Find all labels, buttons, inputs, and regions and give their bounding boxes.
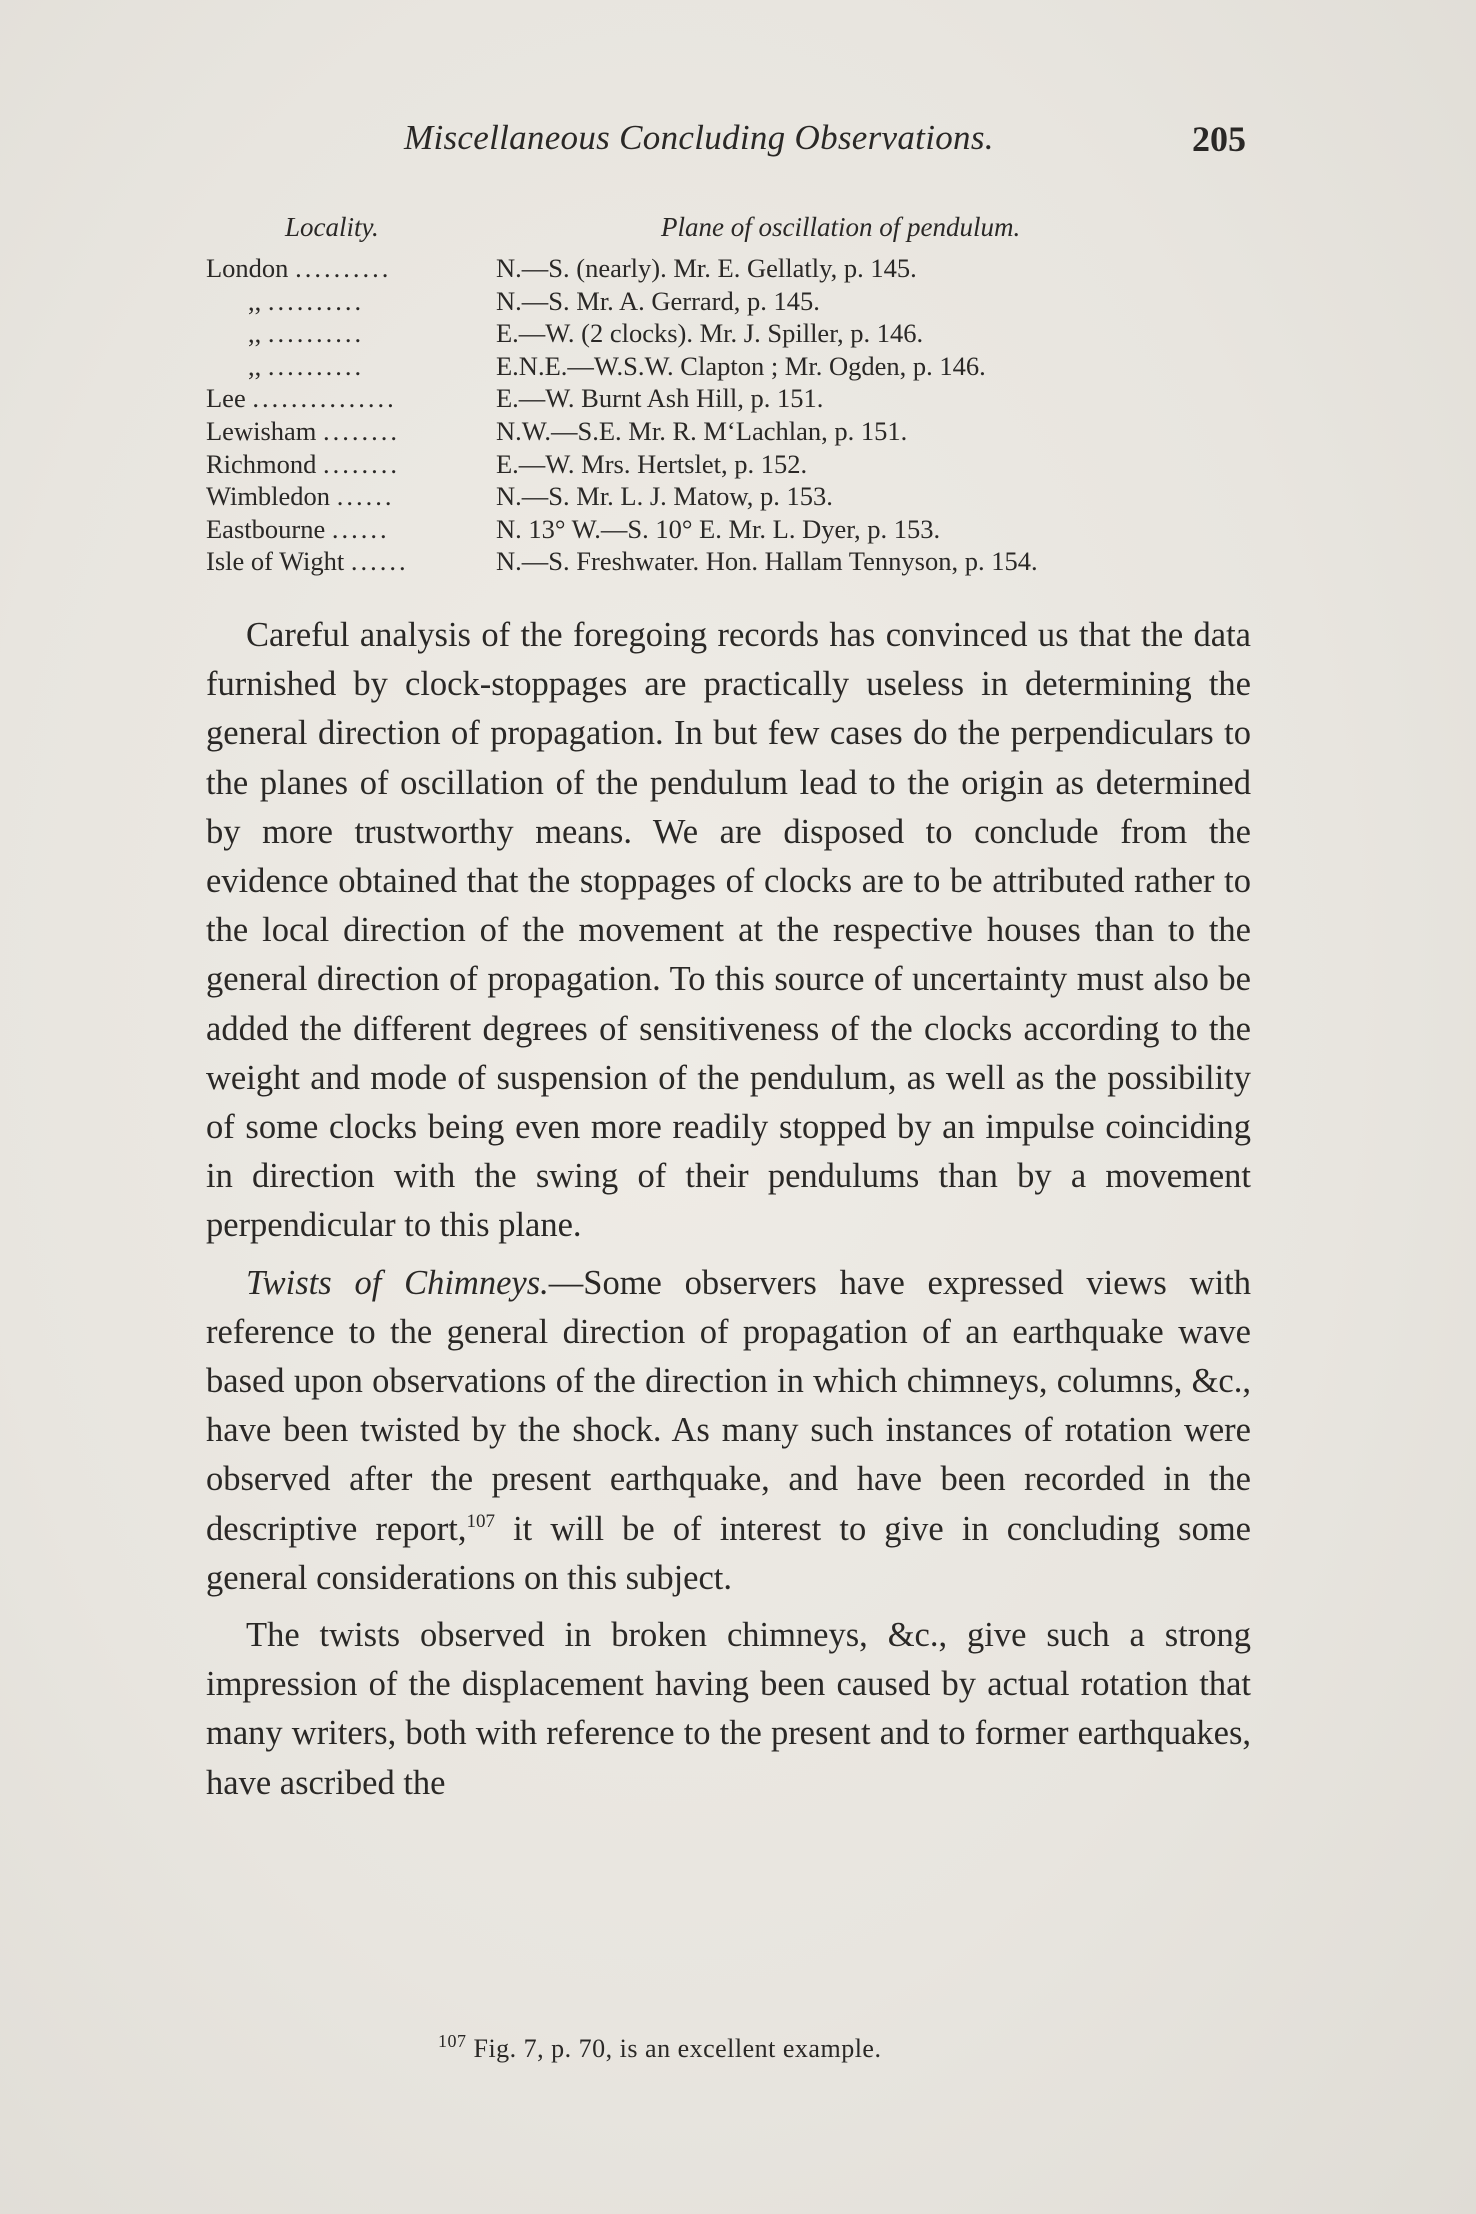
locality-cell	[206, 382, 496, 414]
plane-cell: E.—W. (2 clocks). Mr. J. Spiller, p. 146.	[496, 318, 924, 349]
plane-cell: N. 13° W.—S. 10° E. Mr. L. Dyer, p. 153.	[496, 513, 941, 544]
leader-dots: ......	[350, 546, 409, 577]
locality-cell	[206, 285, 496, 317]
footnote	[438, 2031, 882, 2064]
plane-cell: N.—S. (nearly). Mr. E. Gellatly, p. 145.	[496, 253, 917, 283]
pendulum-table	[206, 212, 1256, 578]
locality-cell	[206, 252, 496, 284]
leader-dots: ..........	[267, 285, 365, 316]
plane-cell: E.—W. Mrs. Hertslet, p. 152.	[496, 448, 808, 479]
locality-name: ,,	[248, 318, 262, 349]
table-row	[206, 448, 1256, 481]
locality-cell	[206, 545, 496, 577]
table-row	[206, 317, 1256, 350]
locality-cell	[206, 448, 496, 480]
body-text	[206, 611, 1251, 1816]
footnote-reference: 107	[466, 1510, 495, 1532]
column-header-plane: Plane of oscillation of pendulum.	[661, 212, 1021, 242]
locality-cell	[206, 317, 496, 349]
locality-name: ,,	[248, 285, 262, 316]
plane-cell: N.—S. Freshwater. Hon. Hallam Tennyson, p. 154.	[496, 546, 1038, 577]
leader-dots: ...............	[252, 383, 397, 414]
locality-name: Eastbourne	[206, 513, 326, 544]
leader-dots: ..........	[267, 318, 365, 349]
table-row	[206, 350, 1256, 383]
leader-dots: ..........	[267, 350, 365, 381]
footnote-text: Fig. 7, p. 70, is an excellent example.	[466, 2034, 882, 2063]
locality-name: Richmond	[206, 448, 317, 479]
run-in-heading: Twists of Chimneys.	[246, 1263, 549, 1302]
page-number: 205	[1192, 119, 1246, 159]
table-row	[206, 382, 1256, 415]
table-row	[206, 415, 1256, 448]
leader-dots: ..........	[295, 253, 392, 283]
plane-cell: N.W.—S.E. Mr. R. M‘Lachlan, p. 151.	[496, 415, 908, 446]
leader-dots: ......	[331, 513, 390, 544]
paragraph-text: —Some observers have expressed views with reference to the general direction of propagation of an earthquake wave based upon observations of the direction in which chimneys, columns, &c., have been twisted by the shock. As many such instances of rotation were observed after the present earthquake, and have been recorded in the descriptive report,	[206, 1263, 1251, 1548]
locality-cell	[206, 513, 496, 545]
table-header-row	[206, 212, 1256, 252]
paragraph-twists-observed: The twists observed in broken chimneys, &c., give such a strong impression of the displacement having been caused by actual rotation that many writers, both with reference to the present and to former earthquakes, have ascribed the	[206, 1616, 1251, 1802]
locality-cell	[206, 415, 496, 447]
table-row	[206, 513, 1256, 546]
leader-dots: ......	[336, 481, 395, 512]
column-header-locality: Locality.	[285, 212, 379, 242]
table-row	[206, 545, 1256, 578]
locality-name: Isle of Wight	[206, 546, 345, 577]
locality-name: Lewisham	[206, 415, 317, 446]
locality-name: Lee	[206, 383, 246, 414]
locality-name: Wimbledon	[206, 481, 331, 512]
paragraph-clock-stoppages: Careful analysis of the foregoing records has convinced us that the data furnished by clock-stoppages are practically useless in determining the general direction of propagation. In but few cases do the perpendiculars to the planes of oscillation of the pendulum lead to the origin as determined by more trustworthy means. We are disposed to conclude from the evidence obtained that the stoppages of clocks are to be attributed rather to the local direction of the movement at the respective houses than to the general direction of propagation. To this source of uncertainty must also be added the different degrees of sensitiveness of the clocks according to the weight and mode of suspension of the pendulum, as well as the possibility of some clocks being even more readily stopped by an impulse coinciding in direction with the swing of their pendulums than by a movement perpendicular to this plane.	[206, 616, 1251, 1245]
plane-cell: N.—S. Mr. A. Gerrard, p. 145.	[496, 285, 820, 316]
plane-cell: E.—W. Burnt Ash Hill, p. 151.	[496, 383, 824, 414]
footnote-number: 107	[438, 2031, 467, 2051]
locality-cell	[206, 480, 496, 512]
plane-cell: N.—S. Mr. L. J. Matow, p. 153.	[496, 481, 833, 512]
running-title: Miscellaneous Concluding Observations.	[404, 118, 994, 157]
page-header	[206, 118, 1246, 178]
locality-cell	[206, 350, 496, 382]
paragraph-text: it will be of interest to give in concluding some general considerations on this subject.	[206, 1509, 1251, 1597]
table-body	[206, 252, 1256, 578]
plane-cell: E.N.E.—W.S.W. Clapton ; Mr. Ogden, p. 146.	[496, 350, 986, 381]
paragraph-twists-of-chimneys	[206, 1259, 1251, 1603]
table-row	[206, 285, 1256, 318]
locality-name: London	[206, 253, 289, 283]
leader-dots: ........	[323, 448, 401, 479]
table-row	[206, 252, 1256, 285]
table-row	[206, 480, 1256, 513]
leader-dots: ........	[323, 415, 401, 446]
locality-name: ,,	[248, 350, 262, 381]
